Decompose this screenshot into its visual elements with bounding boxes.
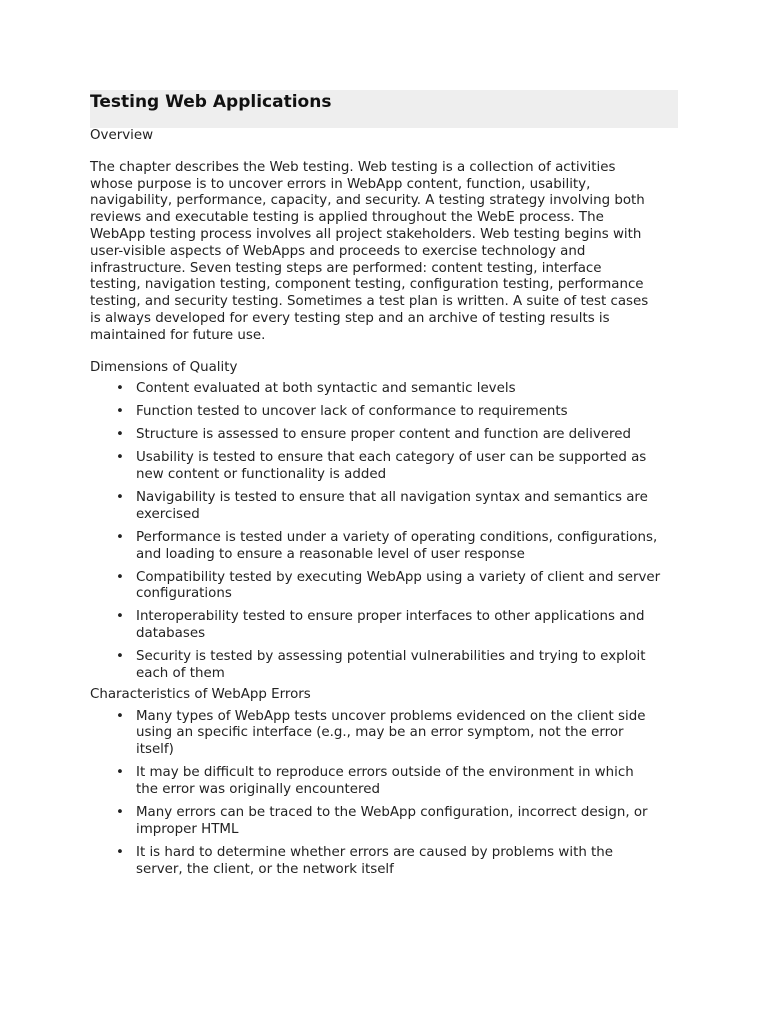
bullet-icon: • — [116, 804, 124, 820]
bullet-icon: • — [116, 708, 124, 724]
bullet-icon: • — [116, 404, 124, 420]
list-item — [90, 404, 680, 421]
overview-line: The chapter describes the Web testing. Web testing is a collection of activities — [90, 159, 616, 175]
overview-line: WebApp testing process involves all project stakeholders. Web testing begins with — [90, 226, 642, 242]
list-item-text: Many errors can be traced to the WebApp configuration, incorrect design, or — [136, 804, 648, 820]
page-title: Testing Web Applications — [90, 92, 332, 112]
list-item — [90, 530, 680, 564]
bullet-icon: • — [116, 844, 124, 860]
list-item-text: each of them — [136, 666, 225, 682]
bullet-icon: • — [116, 765, 124, 781]
bullet-icon: • — [116, 609, 124, 625]
list-item-text: Interoperability tested to ensure proper interfaces to other applications and — [136, 609, 645, 625]
list-item-text: Usability is tested to ensure that each category of user can be supported as — [136, 450, 647, 466]
overview-heading: Overview — [90, 128, 154, 143]
list-item — [90, 845, 680, 879]
list-item — [90, 609, 680, 643]
list-item-text: new content or functionality is added — [136, 467, 387, 483]
errors-heading: Characteristics of WebApp Errors — [90, 686, 311, 702]
list-item-text: Structure is assessed to ensure proper content and function are delivered — [136, 427, 631, 443]
list-item-text: It is hard to determine whether errors are caused by problems with the — [136, 844, 614, 860]
list-item-text: Navigability is tested to ensure that all navigation syntax and semantics are — [136, 490, 648, 506]
list-item-text: Function tested to uncover lack of conformance to requirements — [136, 404, 568, 420]
list-item — [90, 450, 680, 484]
list-item-text: using an specific interface (e.g., may be an error symptom, not the error — [136, 725, 624, 741]
list-item-text: exercised — [136, 506, 200, 522]
overview-line: whose purpose is to uncover errors in WebApp content, function, usability, — [90, 176, 591, 192]
overview-paragraph — [90, 160, 680, 345]
list-item — [90, 709, 680, 759]
list-item-text: Security is tested by assessing potential vulnerabilities and trying to exploit — [136, 649, 646, 665]
list-item-text: It may be difficult to reproduce errors outside of the environment in which — [136, 765, 634, 781]
list-item — [90, 805, 680, 839]
bullet-icon: • — [116, 450, 124, 466]
errors-list — [90, 709, 680, 879]
overview-line: navigability, performance, capacity, and security. A testing strategy involving both — [90, 193, 645, 209]
overview-line: testing, navigation testing, component testing, configuration testing, performance — [90, 277, 644, 293]
bullet-icon: • — [116, 569, 124, 585]
list-item — [90, 381, 680, 398]
list-item — [90, 765, 680, 799]
list-item-text: Compatibility tested by executing WebApp using a variety of client and server — [136, 569, 661, 585]
dimensions-heading: Dimensions of Quality — [90, 359, 238, 375]
list-item — [90, 427, 680, 444]
bullet-icon: • — [116, 649, 124, 665]
title-bar — [90, 90, 678, 128]
list-item — [90, 490, 680, 524]
list-item-text: databases — [136, 626, 206, 642]
overview-line: infrastructure. Seven testing steps are performed: content testing, interface — [90, 260, 602, 276]
dimensions-list — [90, 381, 680, 682]
list-item-text: Content evaluated at both syntactic and semantic levels — [136, 381, 516, 397]
list-item-text: itself) — [136, 742, 174, 758]
overview-line: is always developed for every testing step and an archive of testing results is — [90, 310, 610, 326]
list-item-text: configurations — [136, 586, 232, 602]
list-item-text: Many types of WebApp tests uncover problems evidenced on the client side — [136, 708, 646, 724]
list-item-text: improper HTML — [136, 821, 239, 837]
bullet-icon: • — [116, 529, 124, 545]
bullet-icon: • — [116, 381, 124, 397]
document-body — [90, 128, 680, 878]
list-item — [90, 570, 680, 604]
overview-line: reviews and executable testing is applied throughout the WebE process. The — [90, 210, 604, 226]
bullet-icon: • — [116, 427, 124, 443]
list-item-text: the error was originally encountered — [136, 781, 380, 797]
list-item-text: Performance is tested under a variety of operating conditions, configurations, — [136, 529, 658, 545]
list-item-text: and loading to ensure a reasonable level of user response — [136, 546, 525, 562]
list-item — [90, 649, 680, 683]
bullet-icon: • — [116, 490, 124, 506]
overview-line: user-visible aspects of WebApps and proceeds to exercise technology and — [90, 243, 586, 259]
overview-line: maintained for future use. — [90, 327, 266, 343]
overview-line: testing, and security testing. Sometimes a test plan is written. A suite of test cases — [90, 294, 649, 310]
list-item-text: server, the client, or the network itself — [136, 861, 394, 877]
